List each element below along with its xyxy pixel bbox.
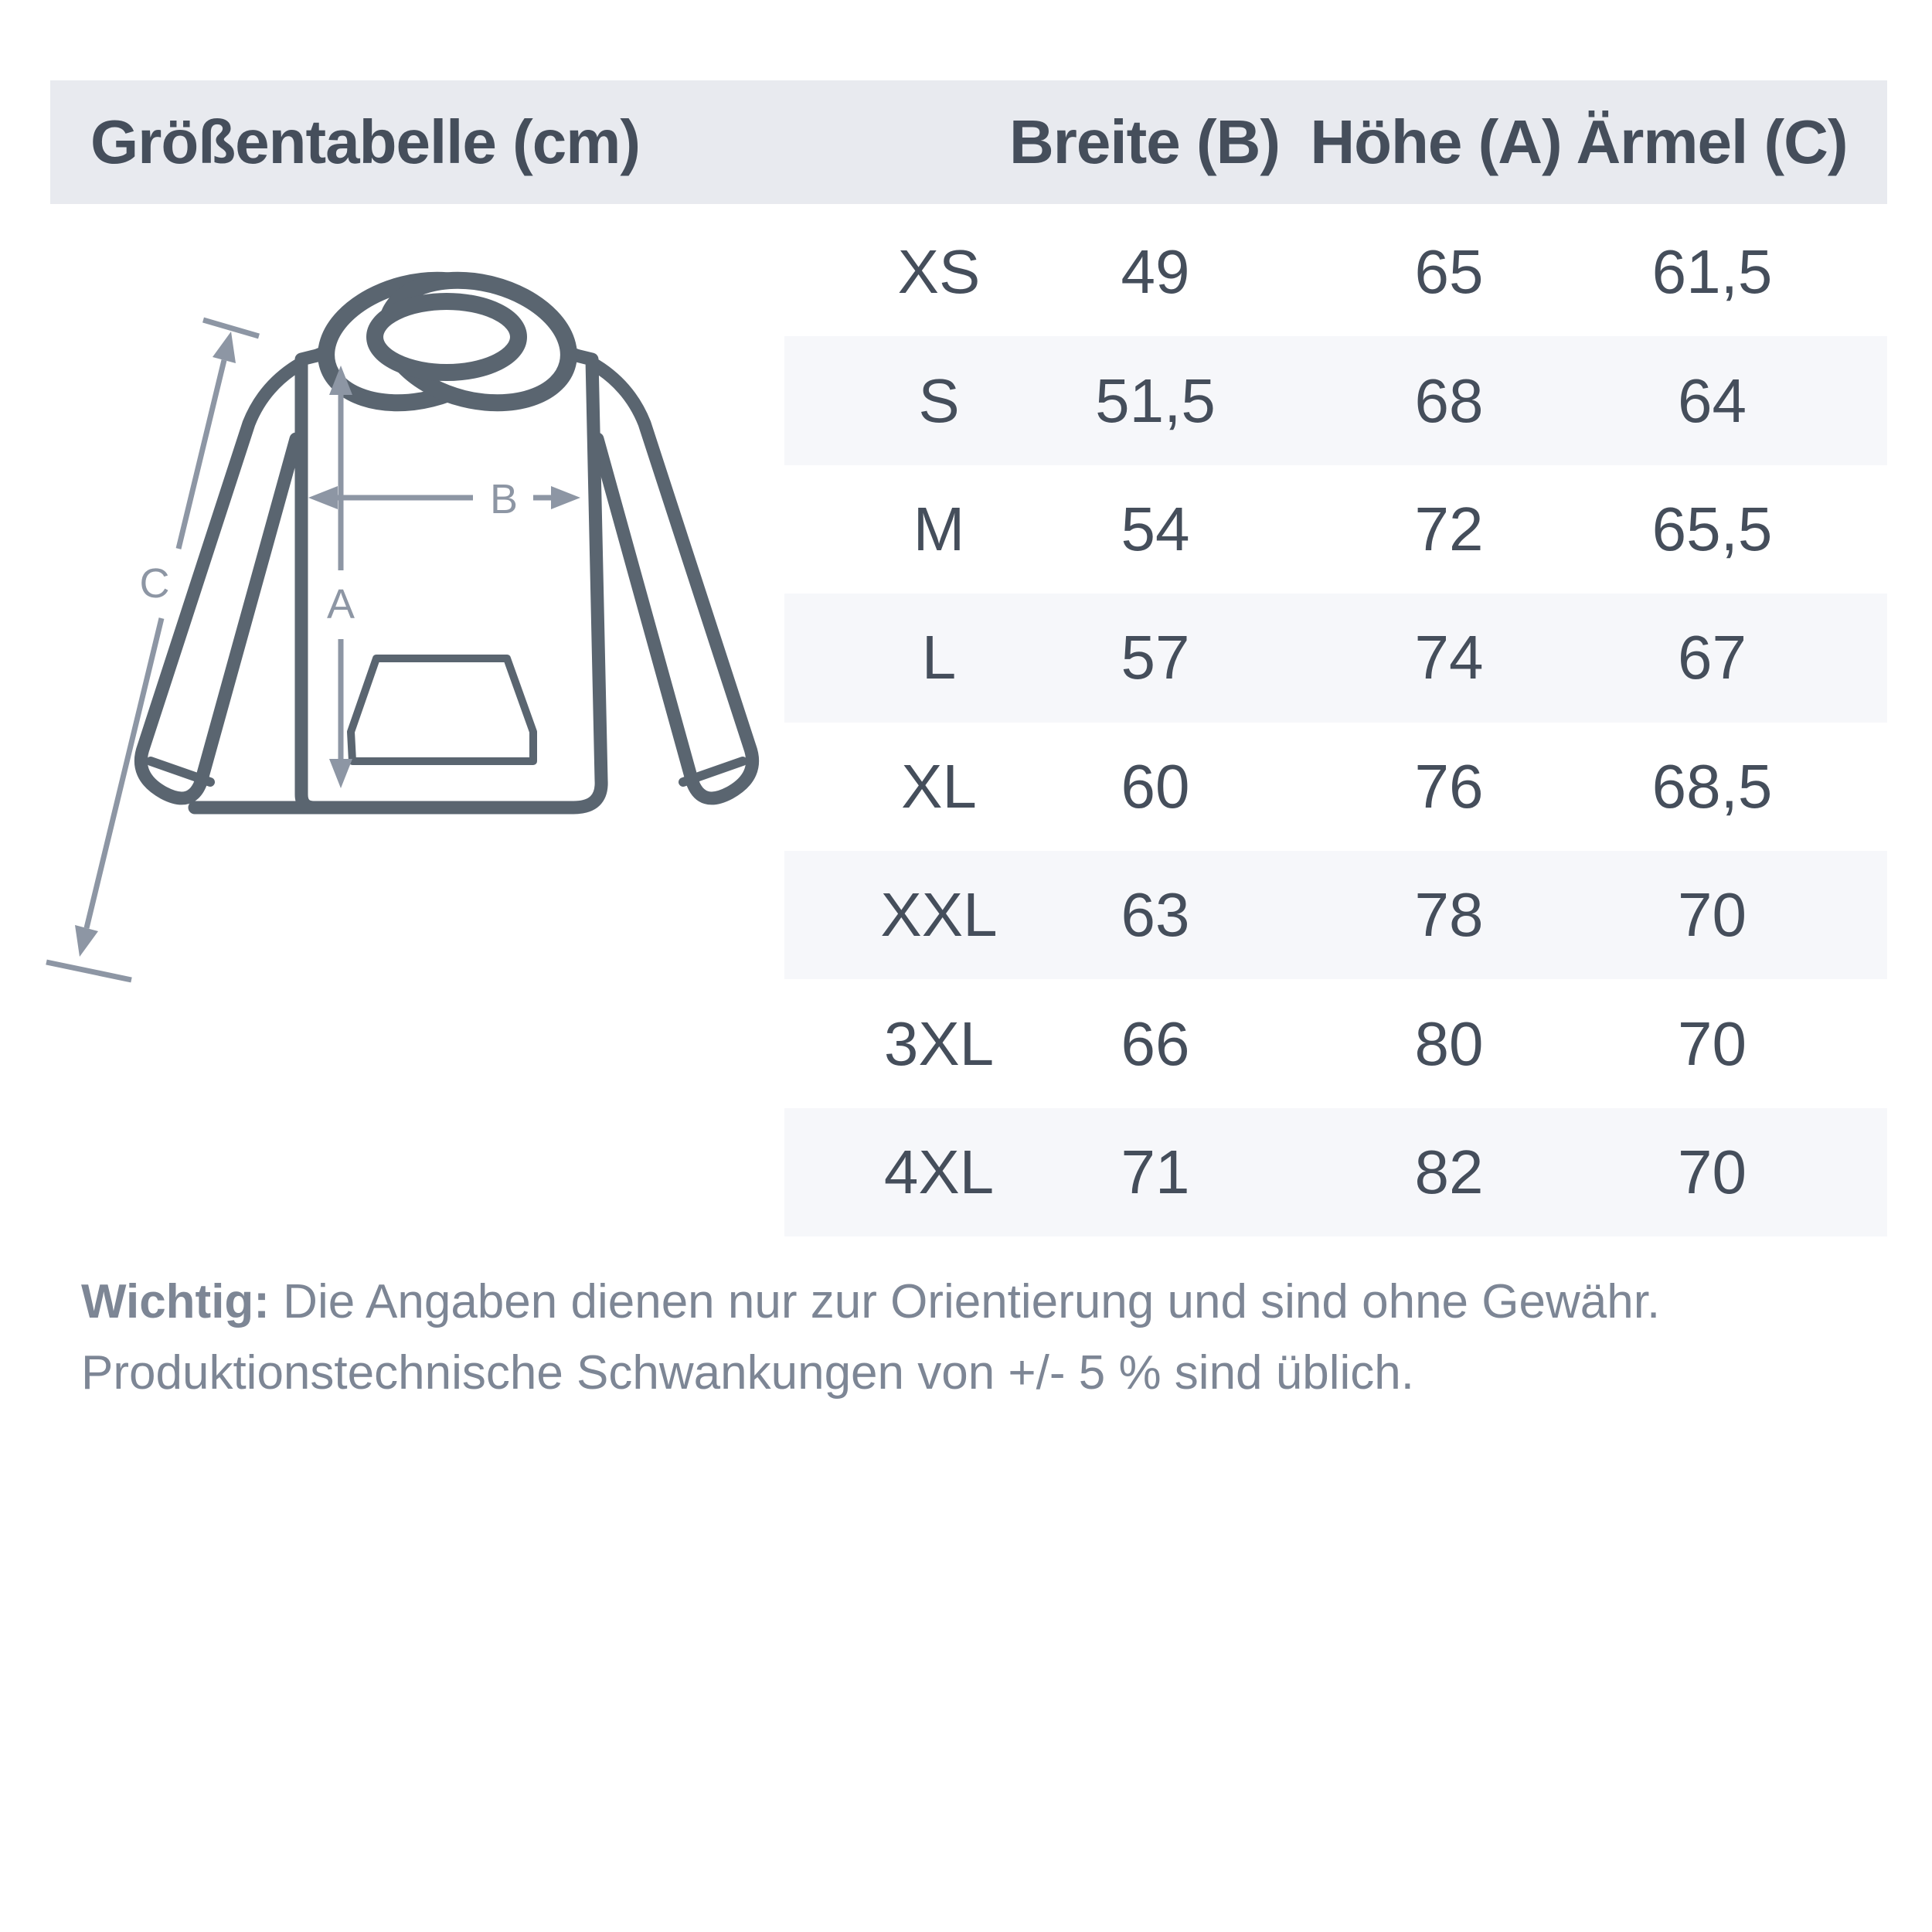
note-line1: Die Angaben dienen nur zur Orientierung und sind ohne Gewähr. — [269, 1275, 1661, 1328]
arrowhead-c-top — [213, 332, 236, 363]
aermel-value: 70 — [1678, 1137, 1747, 1206]
hoehe-value: 68 — [1414, 366, 1484, 435]
arrowhead-c-bottom — [75, 925, 98, 957]
breite-value: 63 — [1121, 880, 1190, 950]
column-header-breite: Breite (B) — [1009, 107, 1281, 176]
table-row — [784, 465, 1887, 594]
hoehe-value: 76 — [1414, 751, 1484, 821]
label-b: B — [489, 476, 519, 522]
size-label: S — [918, 366, 960, 435]
hoehe-value: 72 — [1414, 494, 1484, 563]
table-row — [784, 851, 1887, 979]
aermel-value: 67 — [1678, 623, 1747, 692]
aermel-value: 65,5 — [1651, 494, 1773, 563]
breite-value: 71 — [1121, 1137, 1190, 1206]
hood-opening — [375, 301, 519, 372]
hoehe-value: 74 — [1414, 623, 1484, 692]
aermel-value: 70 — [1678, 1009, 1747, 1078]
size-label: XS — [897, 237, 981, 307]
size-table — [784, 208, 1887, 1236]
tick-c-bottom — [46, 962, 131, 980]
size-label: 4XL — [883, 1137, 995, 1206]
table-row — [784, 723, 1887, 851]
label-c: C — [139, 560, 170, 607]
breite-value: 66 — [1121, 1009, 1190, 1078]
size-label: M — [913, 494, 965, 563]
hoodie-measurement-diagram — [23, 255, 842, 997]
aermel-value: 68,5 — [1651, 751, 1773, 821]
breite-value: 54 — [1121, 494, 1190, 563]
note-label: Wichtig: — [81, 1275, 270, 1328]
note-line2: Produktionstechnische Schwankungen von +/- 5 % sind üblich. — [81, 1346, 1414, 1400]
table-row — [784, 594, 1887, 722]
disclaimer-note — [81, 1267, 1859, 1409]
hoodie-pocket — [351, 658, 533, 761]
breite-value: 57 — [1121, 623, 1190, 692]
size-label: L — [921, 623, 957, 692]
column-header-aermel: Ärmel (C) — [1576, 107, 1848, 176]
breite-value: 60 — [1121, 751, 1190, 821]
hoehe-value: 80 — [1414, 1009, 1484, 1078]
size-label: XL — [901, 751, 977, 821]
table-row — [784, 979, 1887, 1107]
aermel-value: 61,5 — [1651, 237, 1773, 307]
hoehe-value: 78 — [1414, 880, 1484, 950]
label-a: A — [326, 581, 355, 628]
table-row — [784, 208, 1887, 336]
hoehe-value: 65 — [1414, 237, 1484, 307]
aermel-value: 64 — [1678, 366, 1747, 435]
table-header-bar — [50, 80, 1887, 204]
table-row — [784, 1108, 1887, 1236]
table-row — [784, 336, 1887, 464]
size-label: XXL — [880, 880, 998, 950]
column-header-hoehe: Höhe (A) — [1310, 107, 1562, 176]
aermel-value: 70 — [1678, 880, 1747, 950]
hoehe-value: 82 — [1414, 1137, 1484, 1206]
size-label: 3XL — [883, 1009, 995, 1078]
page-title: Größentabelle (cm) — [90, 107, 641, 176]
breite-value: 51,5 — [1095, 366, 1216, 435]
breite-value: 49 — [1121, 237, 1190, 307]
